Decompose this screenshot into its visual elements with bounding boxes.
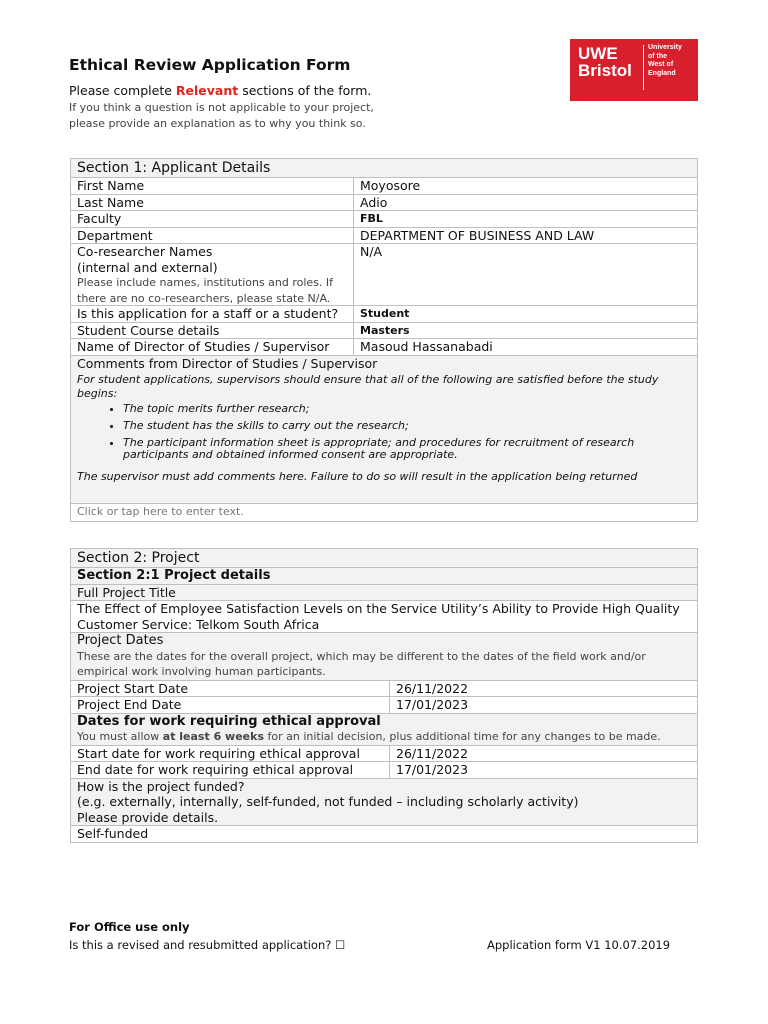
department-field[interactable]: DEPARTMENT OF BUSINESS AND LAW <box>360 227 595 243</box>
supervisor-field[interactable]: Masoud Hassanabadi <box>360 339 493 354</box>
faculty-field[interactable]: FBL <box>360 212 383 225</box>
ethical-dates-heading: Dates for work requiring ethical approval You must allow at least 6 weeks for an initial decision, plus additional time for any changes to be made. <box>77 713 661 743</box>
project-dates-heading: Project Dates These are the dates for the overall project, which may be different to the dates of the field work and/or empirical work involving human participants. <box>77 633 646 678</box>
project-start-date[interactable]: 26/11/2022 <box>396 680 469 696</box>
ethical-end-date[interactable]: 17/01/2023 <box>396 762 469 777</box>
list-item: • The topic merits further research; <box>123 403 691 415</box>
project-end-date[interactable]: 17/01/2023 <box>396 697 469 712</box>
form-version: Application form V1 10.07.2019 <box>487 938 671 952</box>
coresearcher-field[interactable]: N/A <box>360 244 383 259</box>
section1-table: Section 1: Applicant Details First Name Moyosore Last Name Adio Faculty FBL Department DEPARTMENT OF BUSINESS AND LAW Co-researcher Names (internal and external) Please include names, institutions and roles. If there are no co-researchers, please state N/A. N/A Is this application for a staff or a student? Student Student Course details Masters Name of Director of Studies / Supervisor Masoud Hassanabadi Comments from Director of Studies / Supervisor For student applications, supervisors should ensure that all of the following are satisfied before the study begins: • The topic merits further research; • The student has the skills to carry out the research; • The participant information sheet is appropriate; and procedures for recruitment of research participants and obtained informed consent are appropriate. The supervisor must add comments here. Failure to do so will result in the application being returned Click or tap here to enter text. <box>70 158 698 522</box>
section1-heading: Section 1: Applicant Details <box>77 160 271 176</box>
intro-text: Please complete Relevant sections of the form. <box>69 83 372 98</box>
last-name-field[interactable]: Adio <box>360 194 388 210</box>
course-field[interactable]: Masters <box>360 323 410 337</box>
intro-note: If you think a question is not applicable to your project, please provide an explanation as to why you think so. <box>69 101 374 130</box>
resubmitted-checkbox[interactable]: Is this a revised and resubmitted application? ☐ <box>69 938 346 952</box>
office-use-label: For Office use only <box>69 920 190 934</box>
uwe-bristol-logo: UWE Bristol University of the West of England <box>570 39 698 101</box>
first-name-field[interactable]: Moyosore <box>360 178 421 193</box>
criteria-list <box>77 403 691 461</box>
funding-question: How is the project funded? (e.g. externally, internally, self-funded, not funded – including scholarly activity) Please provide details. <box>77 778 579 825</box>
list-item: • The participant information sheet is appropriate; and procedures for recruitment of research participants and obtained informed consent are appropriate. <box>123 437 691 461</box>
ethical-start-date[interactable]: 26/11/2022 <box>396 745 469 761</box>
supervisor-comments-input[interactable]: Click or tap here to enter text. <box>77 504 244 518</box>
staff-student-field[interactable]: Student <box>360 307 410 320</box>
list-item: • The student has the skills to carry out the research; <box>123 420 691 432</box>
funding-field[interactable]: Self-funded <box>77 826 149 841</box>
project-title-field[interactable]: The Effect of Employee Satisfaction Levels on the Service Utility’s Ability to Provide High Quality Customer Service: Telkom South Africa <box>77 601 680 632</box>
relevant-highlight: Relevant <box>175 83 239 98</box>
section2-heading: Section 2: Project <box>77 550 200 566</box>
section2-subheading: Section 2:1 Project details <box>77 568 271 583</box>
form-title: Ethical Review Application Form <box>69 56 351 74</box>
coresearcher-label: Co-researcher Names (internal and external) Please include names, institutions and roles. If there are no co-researchers, please state N/A. <box>71 244 354 305</box>
supervisor-comments-instructions: Comments from Director of Studies / Supervisor For student applications, supervisors should ensure that all of the following are satisfied before the study begins: • The topic merits further research; • The student has the skills to carry out the research; • The participant information sheet is appropriate; and procedures for recruitment of research participants and obtained informed consent are appropriate. The supervisor must add comments here. Failure to do so will result in the application being returned <box>71 356 697 503</box>
section2-table: Section 2: Project Section 2:1 Project details Full Project Title The Effect of Employee Satisfaction Levels on the Service Utility’s Ability to Provide High Quality Customer Service: Telkom South Africa Project Dates These are the dates for the overall project, which may be different to the dates of the field work and/or empirical work involving human participants. Project Start Date 26/11/2022 Project End Date 17/01/2023 Dates for work requiring ethical approval You must allow at least 6 weeks for an initial decision, plus additional time for any changes to be made. Start date for work requiring ethical approval 26/11/2022 End date for work requiring ethical approval 17/01/2023 How is the project funded? (e.g. externally, internally, self-funded, not funded – including scholarly activity) Please provide details. Self-funded <box>70 548 698 843</box>
